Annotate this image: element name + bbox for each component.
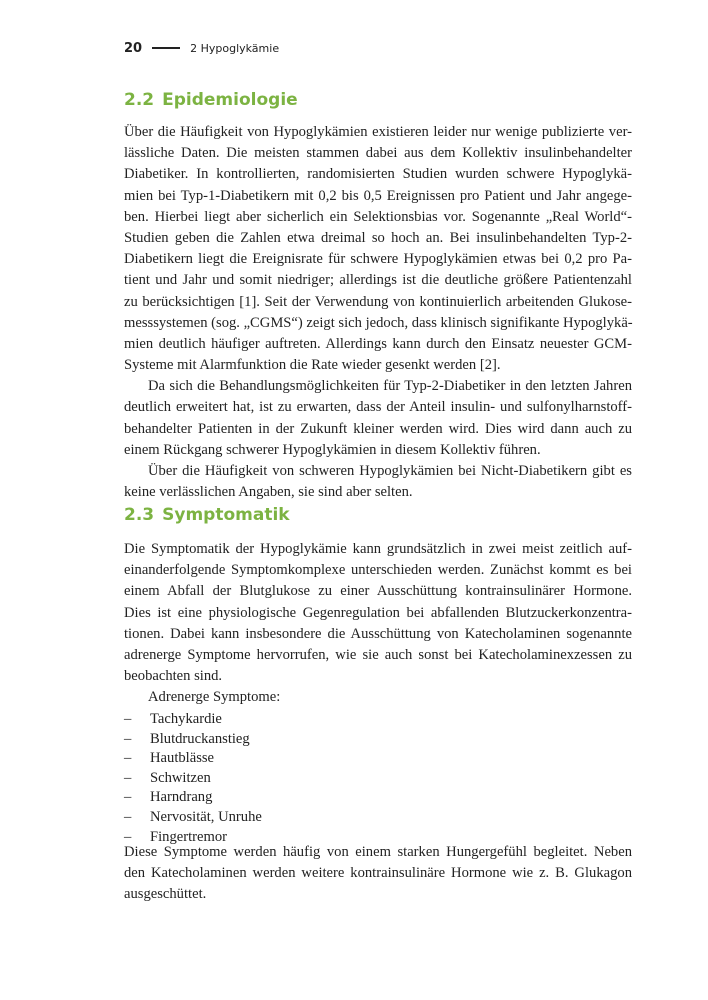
text-line: ausgeschüttet. — [124, 886, 207, 903]
list-dash: – — [124, 789, 132, 806]
list-intro: Adrenerge Symptome: — [148, 689, 281, 706]
list-dash: – — [124, 808, 132, 825]
text-line: ben. Hierbei liegt aber sicherlich ein Selektionsbias vor. Sogenannte „Real World“- — [124, 208, 632, 225]
section-heading-symptomatik — [124, 505, 290, 525]
list-item-text: Blutdruckanstieg — [150, 730, 250, 747]
header-rule — [152, 47, 180, 49]
text-line: einem Rückgang schwerer Hypoglykämien in diesem Kollektiv führen. — [124, 441, 541, 458]
epidemiologie-body — [124, 122, 632, 503]
text-line: Diese Symptome werden häufig von einem starken Hungergefühl begleitet. Neben — [124, 844, 632, 860]
text-line: Die Symptomatik der Hypoglykämie kann grundsätzlich in zwei meist zeitlich auf- — [124, 541, 632, 557]
text-line: lässliche Daten. Die meisten stammen dabei aus dem Kollektiv insulinbehandelter — [124, 145, 632, 162]
chapter-title: 2 Hypoglykämie — [190, 41, 280, 55]
list-dash: – — [124, 828, 132, 845]
text-line: mien deutlich häufiger auftreten. Allerdings kann durch den Einsatz neuester GCM- — [124, 335, 632, 352]
list-item — [124, 748, 632, 768]
symptomatik-closing — [124, 842, 632, 906]
text-line: Systeme mit Alarmfunktion die Rate wieder gesenkt werden [2]. — [124, 357, 501, 374]
list-item-text: Harndrang — [150, 789, 213, 806]
section-number: 2.2 — [124, 90, 155, 110]
text-line: Diabetikern liegt die Ereignisrate für schwere Hypoglykämien etwas bei 0,2 pro Pa- — [124, 251, 632, 268]
text-line: behandelter Patienten in der Zukunft kleiner werden wird. Dies wird dann auch zu — [124, 420, 632, 437]
text-line: mien bei Typ-1-Diabetikern mit 0,2 bis 0,5 Ereignissen pro Patient und Jahr angege- — [124, 187, 632, 204]
text-line: Dies ist eine physiologische Gegenregulation bei abfallenden Blutzuckerkonzentra- — [124, 604, 632, 621]
section-heading-epidemiologie — [124, 90, 298, 110]
text-line: Studien geben die Zahlen etwa dreimal so hoch an. Bei insulinbehandelten Typ-2- — [124, 229, 632, 246]
list-item — [124, 709, 632, 729]
text-line: Über die Häufigkeit von schweren Hypoglykämien bei Nicht-Diabetikern gibt es — [148, 463, 632, 479]
text-line: deutlich erweitert hat, ist zu erwarten, dass der Anteil insulin- und sulfonylharnstoff- — [124, 399, 632, 416]
list-item-text: Tachykardie — [150, 711, 222, 727]
list-item-text: Nervosität, Unruhe — [150, 808, 262, 825]
text-line: beobachten sind. — [124, 668, 223, 685]
list-dash: – — [124, 730, 132, 747]
text-line: keine verlässlichen Angaben, sie sind aber selten. — [124, 484, 413, 501]
text-line: adrenerge Symptome hervorrufen, wie sie auch sonst bei Katecholaminexzessen zu — [124, 646, 632, 663]
symptom-list — [124, 709, 632, 846]
text-line: tient und Jahr und somit niedriger; allerdings ist die deutliche größere Patientenzahl — [124, 272, 632, 289]
list-dash: – — [124, 769, 132, 786]
text-line: Diabetiker. In kontrollierten, randomisierten Studien wurden schwere Hypoglykä- — [124, 166, 632, 183]
list-dash: – — [124, 750, 132, 767]
text-line: zu berücksichtigen [1]. Seit der Verwendung von kontinuierlich arbeitenden Glukose- — [124, 293, 632, 310]
text-line: den Katecholaminen werden weitere kontrainsulinäre Hormone wie z. B. Glukagon — [124, 865, 632, 882]
symptomatik-body — [124, 539, 632, 709]
page-number: 20 — [124, 40, 143, 56]
text-line: messsystemen (sog. „CGMS“) zeigt sich jedoch, dass klinisch signifikante Hypoglykä- — [124, 314, 633, 331]
section-title: Epidemiologie — [162, 90, 298, 110]
text-line: einem Abfall der Blutglukose zu einer Ausschüttung kontrainsulinärer Hormone. — [124, 583, 632, 600]
list-dash: – — [124, 711, 132, 727]
text-line: Über die Häufigkeit von Hypoglykämien existieren leider nur wenige publizierte ver- — [124, 124, 632, 140]
list-item-text: Hautblässe — [150, 750, 215, 767]
list-item-text: Schwitzen — [150, 769, 211, 786]
running-header — [124, 40, 279, 56]
text-line: tionen. Dabei kann insbesondere die Ausschüttung von Katecholaminen sogenannte — [124, 625, 632, 642]
section-number: 2.3 — [124, 505, 155, 525]
list-item — [124, 787, 632, 807]
list-item-text: Fingertremor — [150, 828, 228, 845]
text-line: einanderfolgende Symptomkomplexe unterschieden werden. Zunächst kommt es bei — [124, 562, 632, 579]
list-item — [124, 768, 632, 788]
list-item — [124, 807, 632, 827]
text-line: Da sich die Behandlungsmöglichkeiten für Typ-2-Diabetiker in den letzten Jahren — [148, 378, 632, 395]
section-title: Symptomatik — [162, 505, 290, 525]
list-item — [124, 729, 632, 749]
